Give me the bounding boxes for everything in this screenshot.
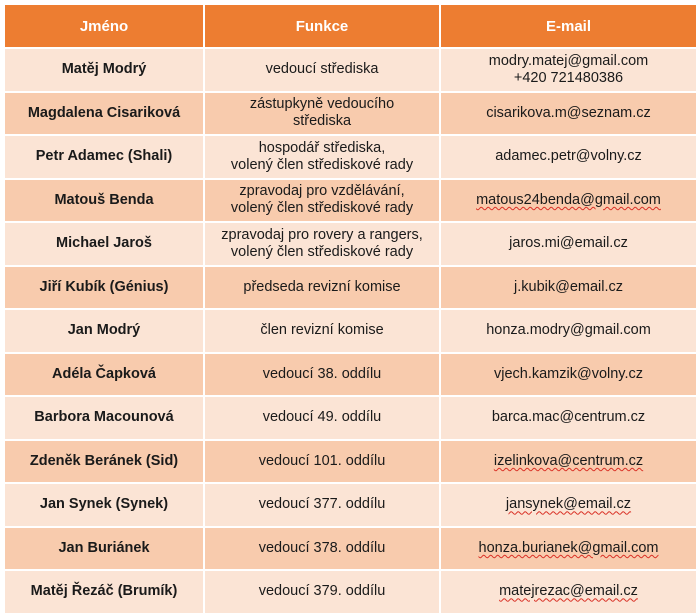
table-header-row bbox=[4, 4, 697, 48]
cell-name: Michael Jaroš bbox=[4, 222, 204, 266]
cell-email-text: matous24benda@gmail.com bbox=[476, 191, 661, 208]
contacts-table bbox=[3, 3, 698, 615]
cell-email bbox=[440, 179, 697, 223]
cell-function: zpravodaj pro vzdělávání, volený člen střediskové rady bbox=[204, 179, 440, 223]
cell-email: modry.matej@gmail.com +420 721480386 bbox=[440, 48, 697, 92]
cell-email-text: jansynek@email.cz bbox=[505, 496, 632, 513]
cell-function: vedoucí střediska bbox=[204, 48, 440, 92]
cell-name: Jan Synek (Synek) bbox=[4, 483, 204, 527]
table-row bbox=[4, 396, 697, 440]
table-row bbox=[4, 570, 697, 614]
cell-function: člen revizní komise bbox=[204, 309, 440, 353]
table-row bbox=[4, 527, 697, 571]
cell-name: Jiří Kubík (Génius) bbox=[4, 266, 204, 310]
cell-email bbox=[440, 483, 697, 527]
header-name: Jméno bbox=[4, 4, 204, 48]
cell-name: Jan Modrý bbox=[4, 309, 204, 353]
table-row bbox=[4, 266, 697, 310]
cell-email: cisarikova.m@seznam.cz bbox=[440, 92, 697, 136]
table-row bbox=[4, 483, 697, 527]
cell-function: předseda revizní komise bbox=[204, 266, 440, 310]
cell-function: vedoucí 378. oddílu bbox=[204, 527, 440, 571]
cell-function: vedoucí 38. oddílu bbox=[204, 353, 440, 397]
table-row bbox=[4, 309, 697, 353]
cell-name: Adéla Čapková bbox=[4, 353, 204, 397]
cell-email-text: izelinkova@centrum.cz bbox=[493, 452, 644, 469]
table-row bbox=[4, 222, 697, 266]
cell-email: adamec.petr@volny.cz bbox=[440, 135, 697, 179]
header-email: E-mail bbox=[440, 4, 697, 48]
contacts-table-container bbox=[3, 3, 696, 615]
cell-name: Petr Adamec (Shali) bbox=[4, 135, 204, 179]
cell-function: vedoucí 101. oddílu bbox=[204, 440, 440, 484]
cell-function: zástupkyně vedoucího střediska bbox=[204, 92, 440, 136]
cell-name: Zdeněk Beránek (Sid) bbox=[4, 440, 204, 484]
cell-name: Matouš Benda bbox=[4, 179, 204, 223]
cell-name: Matěj Řezáč (Brumík) bbox=[4, 570, 204, 614]
table-row bbox=[4, 92, 697, 136]
header-function: Funkce bbox=[204, 4, 440, 48]
table-row bbox=[4, 135, 697, 179]
cell-email: j.kubik@email.cz bbox=[440, 266, 697, 310]
table-row bbox=[4, 48, 697, 92]
cell-email bbox=[440, 440, 697, 484]
cell-name: Barbora Macounová bbox=[4, 396, 204, 440]
cell-name: Matěj Modrý bbox=[4, 48, 204, 92]
table-row bbox=[4, 440, 697, 484]
cell-email: barca.mac@centrum.cz bbox=[440, 396, 697, 440]
cell-function: zpravodaj pro rovery a rangers, volený člen střediskové rady bbox=[204, 222, 440, 266]
cell-email bbox=[440, 570, 697, 614]
cell-function: hospodář střediska, volený člen střediskové rady bbox=[204, 135, 440, 179]
cell-function: vedoucí 379. oddílu bbox=[204, 570, 440, 614]
cell-name: Jan Buriánek bbox=[4, 527, 204, 571]
cell-email-text: honza.burianek@gmail.com bbox=[478, 539, 659, 556]
cell-email: jaros.mi@email.cz bbox=[440, 222, 697, 266]
cell-function: vedoucí 377. oddílu bbox=[204, 483, 440, 527]
cell-email-text: matejrezac@email.cz bbox=[499, 583, 638, 600]
table-row bbox=[4, 179, 697, 223]
cell-email bbox=[440, 527, 697, 571]
cell-email: vjech.kamzik@volny.cz bbox=[440, 353, 697, 397]
cell-function: vedoucí 49. oddílu bbox=[204, 396, 440, 440]
table-row bbox=[4, 353, 697, 397]
cell-email: honza.modry@gmail.com bbox=[440, 309, 697, 353]
cell-name: Magdalena Cisariková bbox=[4, 92, 204, 136]
